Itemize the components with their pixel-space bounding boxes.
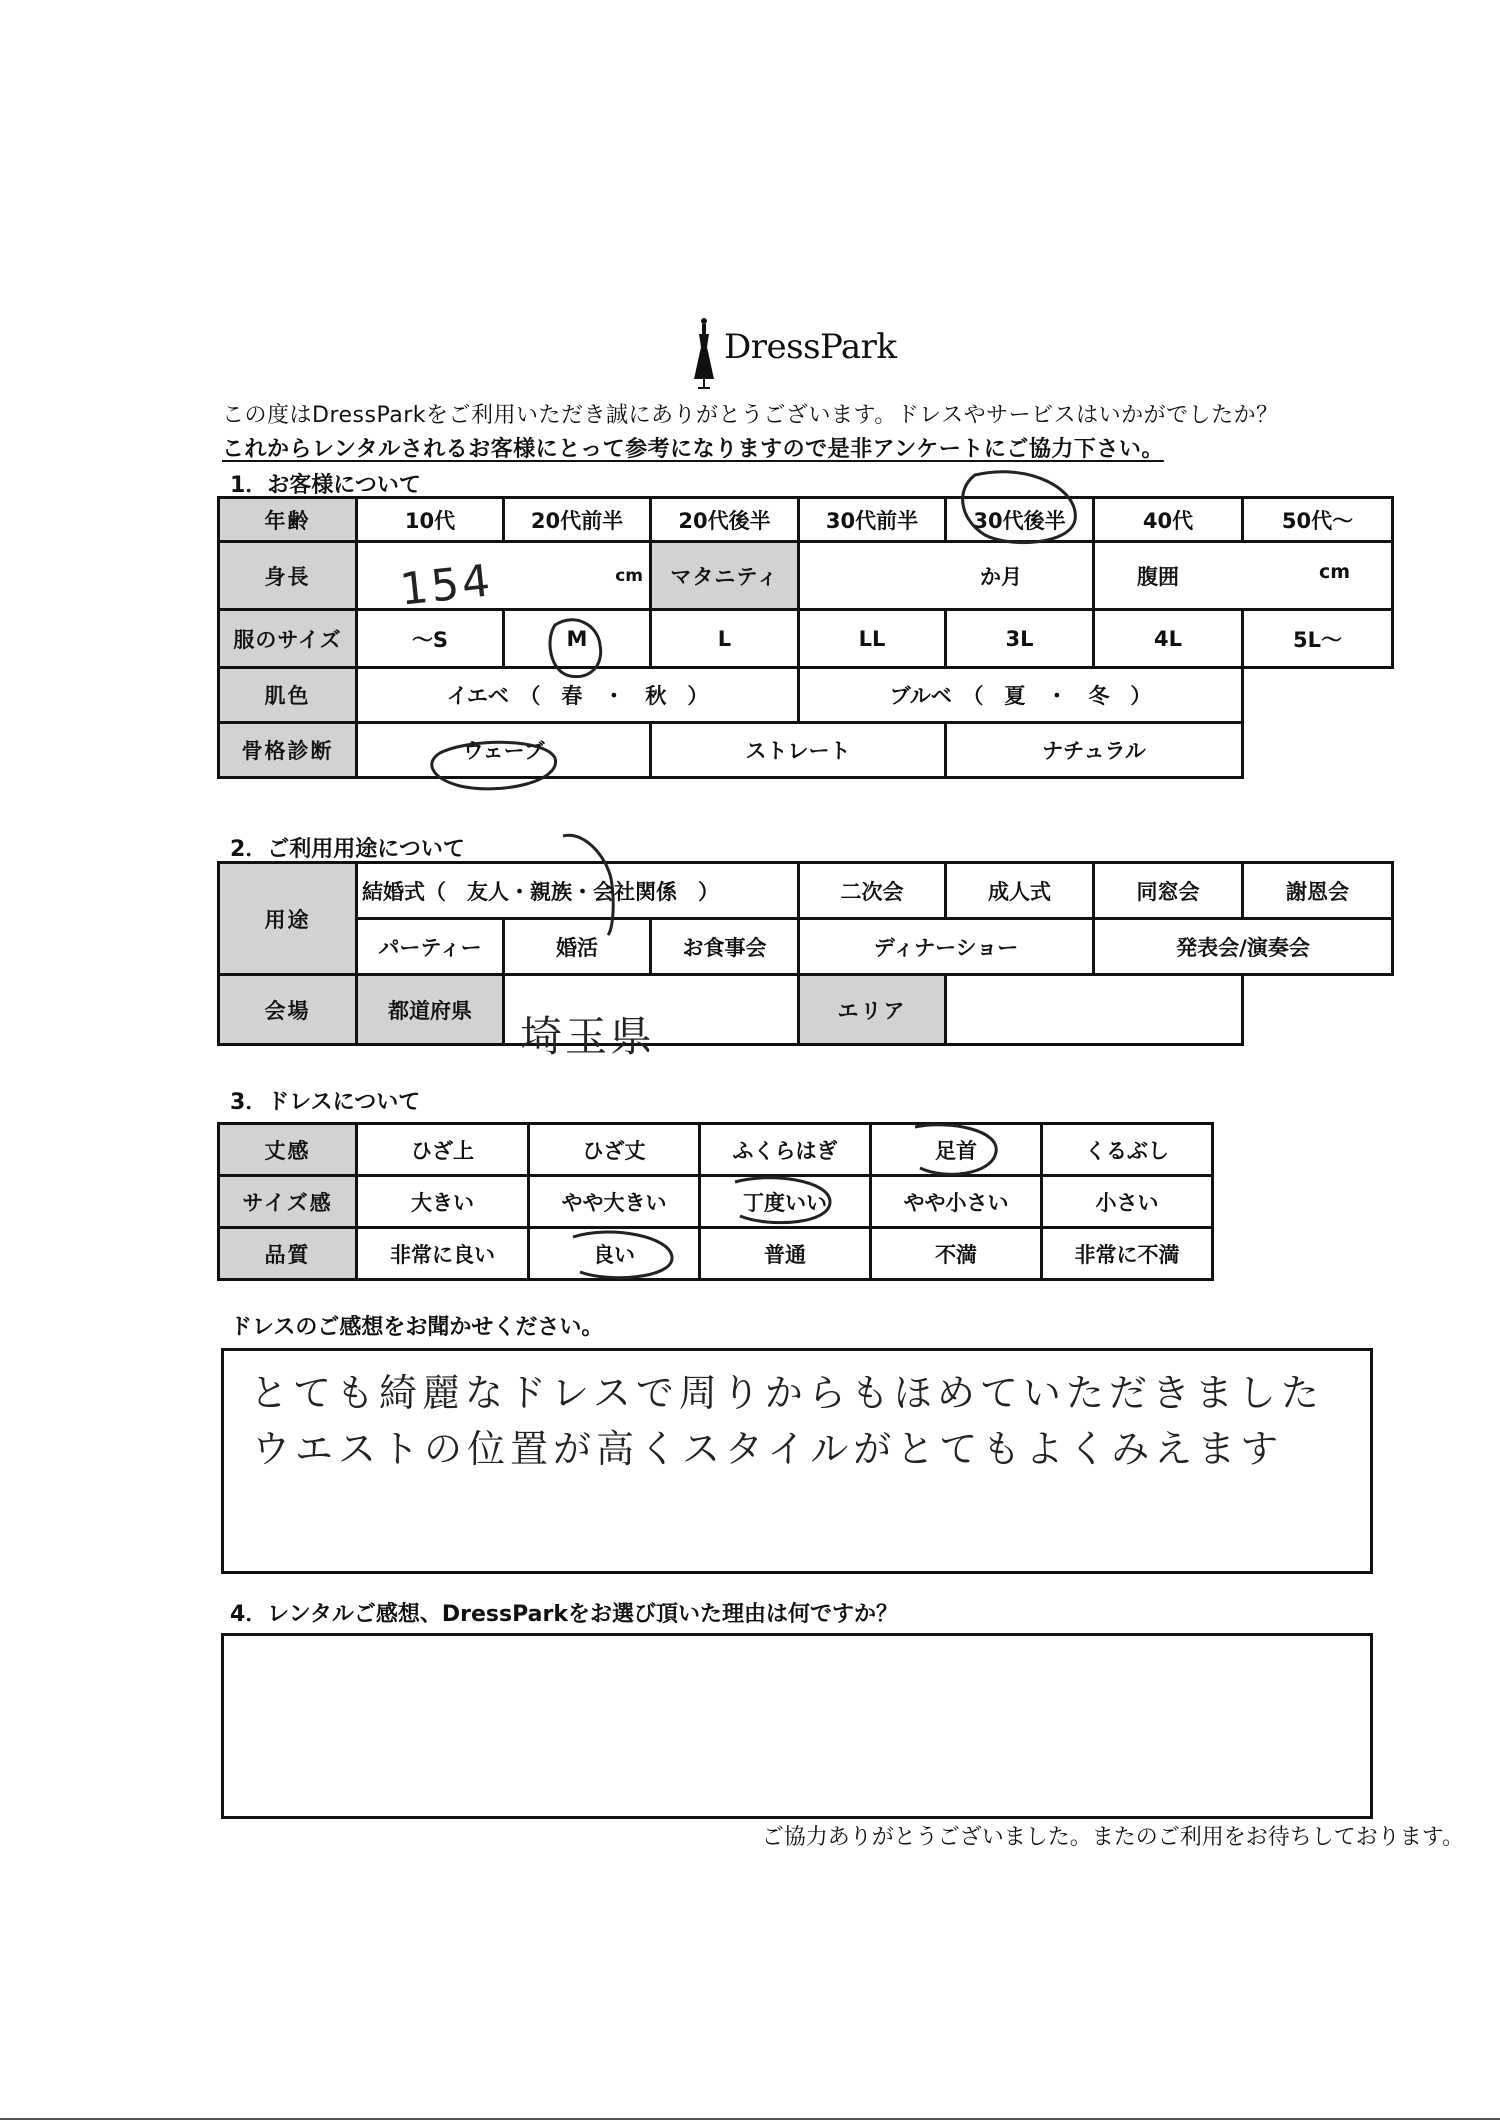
age-option-selected[interactable]: 30代後半 bbox=[946, 498, 1094, 542]
quality-option[interactable]: 非常に不満 bbox=[1042, 1228, 1213, 1280]
purpose-option[interactable]: ディナーショー bbox=[799, 919, 1094, 975]
venue-label: 会場 bbox=[219, 975, 357, 1045]
size-label: 服のサイズ bbox=[219, 610, 357, 668]
frame-option-selected[interactable]: ウェーブ bbox=[357, 723, 651, 778]
quality-option[interactable]: 普通 bbox=[700, 1228, 871, 1280]
purpose-option[interactable]: 謝恩会 bbox=[1243, 863, 1393, 919]
age-option[interactable]: 20代後半 bbox=[651, 498, 799, 542]
frame-option[interactable]: ナチュラル bbox=[946, 723, 1243, 778]
maternity-label: マタニティ bbox=[651, 542, 799, 610]
size-option-selected[interactable]: M bbox=[504, 610, 651, 668]
purpose-option[interactable]: 婚活 bbox=[504, 919, 651, 975]
size-row bbox=[219, 610, 1393, 668]
age-option[interactable]: 30代前半 bbox=[799, 498, 946, 542]
fit-option[interactable]: 大きい bbox=[357, 1176, 529, 1228]
purpose-option[interactable]: 成人式 bbox=[946, 863, 1094, 919]
length-option[interactable]: ひざ上 bbox=[357, 1124, 529, 1176]
purpose-option[interactable]: 同窓会 bbox=[1094, 863, 1243, 919]
maternity-months-cell[interactable] bbox=[799, 542, 1094, 610]
area-label: エリア bbox=[799, 975, 946, 1045]
fit-row bbox=[219, 1176, 1213, 1228]
maternity-unit: か月 bbox=[980, 564, 1022, 589]
purpose-option[interactable]: 二次会 bbox=[799, 863, 946, 919]
comment-title: ドレスのご感想をお聞かせください。 bbox=[230, 1315, 604, 1340]
section2-title: 2．ご利用用途について bbox=[230, 837, 465, 862]
dress-table bbox=[217, 1122, 1214, 1281]
age-option[interactable]: 20代前半 bbox=[504, 498, 651, 542]
size-option[interactable]: LL bbox=[799, 610, 946, 668]
frame-label: 骨格診断 bbox=[219, 723, 357, 778]
length-label: 丈感 bbox=[219, 1124, 357, 1176]
size-option[interactable]: L bbox=[651, 610, 799, 668]
length-row bbox=[219, 1124, 1213, 1176]
height-row bbox=[219, 542, 1393, 610]
skin-blue-option[interactable]: ブルベ （ 夏 ・ 冬 ） bbox=[799, 668, 1243, 723]
height-label: 身長 bbox=[219, 542, 357, 610]
section3-title: 3．ドレスについて bbox=[230, 1090, 421, 1115]
reason-box[interactable] bbox=[221, 1633, 1373, 1819]
purpose-option[interactable]: お食事会 bbox=[651, 919, 799, 975]
quality-option-selected[interactable]: 良い bbox=[529, 1228, 700, 1280]
section1-title: 1．お客様について bbox=[230, 473, 421, 498]
purpose-option[interactable]: 発表会/演奏会 bbox=[1094, 919, 1393, 975]
purpose-row-2 bbox=[219, 919, 1393, 975]
prefecture-handwritten: 埼玉県 bbox=[520, 1012, 656, 1061]
skin-label: 肌色 bbox=[219, 668, 357, 723]
size-option[interactable]: 5L～ bbox=[1243, 610, 1393, 668]
size-option[interactable]: 4L bbox=[1094, 610, 1243, 668]
prefecture-label: 都道府県 bbox=[357, 975, 504, 1045]
waist-label: 腹囲 bbox=[1137, 564, 1179, 589]
purpose-label: 用途 bbox=[219, 863, 357, 975]
area-field[interactable] bbox=[946, 975, 1243, 1045]
customer-table bbox=[217, 496, 1394, 779]
waist-unit: cm bbox=[1319, 560, 1351, 583]
frame-row bbox=[219, 723, 1393, 778]
age-option[interactable]: 50代～ bbox=[1243, 498, 1393, 542]
quality-option[interactable]: 非常に良い bbox=[357, 1228, 529, 1280]
intro-line-1: この度はDressParkをご利用いただき誠にありがとうございます。ドレスやサービスはいかがでしたか？ bbox=[222, 403, 1279, 428]
fit-label: サイズ感 bbox=[219, 1176, 357, 1228]
age-option[interactable]: 40代 bbox=[1094, 498, 1243, 542]
size-option[interactable]: 3L bbox=[946, 610, 1094, 668]
quality-label: 品質 bbox=[219, 1228, 357, 1280]
wedding-option[interactable]: 結婚式（ 友人・親族・会社関係 ） bbox=[357, 863, 799, 919]
venue-row bbox=[219, 975, 1393, 1045]
fit-option[interactable]: やや大きい bbox=[529, 1176, 700, 1228]
length-option[interactable]: ひざ丈 bbox=[529, 1124, 700, 1176]
length-option[interactable]: ふくらはぎ bbox=[700, 1124, 871, 1176]
age-option[interactable]: 10代 bbox=[357, 498, 504, 542]
fit-option-selected[interactable]: 丁度いい bbox=[700, 1176, 871, 1228]
purpose-table bbox=[217, 861, 1394, 1046]
section4-title: 4．レンタルご感想、DressParkをお選び頂いた理由は何ですか？ bbox=[230, 1602, 898, 1627]
skin-row bbox=[219, 668, 1393, 723]
size-option[interactable]: ～S bbox=[357, 610, 504, 668]
skin-yellow-option[interactable]: イエベ （ 春 ・ 秋 ） bbox=[357, 668, 799, 723]
purpose-row-1 bbox=[219, 863, 1393, 919]
height-handwritten: 154 bbox=[397, 555, 496, 616]
waist-cell[interactable] bbox=[1094, 542, 1393, 610]
brand-name: DressPark bbox=[724, 327, 897, 367]
fit-option[interactable]: やや小さい bbox=[871, 1176, 1042, 1228]
age-label: 年齢 bbox=[219, 498, 357, 542]
quality-option[interactable]: 不満 bbox=[871, 1228, 1042, 1280]
purpose-option[interactable]: パーティー bbox=[357, 919, 504, 975]
quality-row bbox=[219, 1228, 1213, 1280]
comment-line-1: とても綺麗なドレスで周りからもほめていただきました bbox=[250, 1371, 1324, 1415]
frame-option[interactable]: ストレート bbox=[651, 723, 946, 778]
length-option[interactable]: くるぶし bbox=[1042, 1124, 1213, 1176]
dresspark-logo bbox=[690, 315, 920, 395]
height-unit: cm bbox=[615, 565, 643, 586]
age-row bbox=[219, 498, 1393, 542]
closing-message: ご協力ありがとうございました。またのご利用をお待ちしております。 bbox=[761, 1825, 1464, 1850]
scan-edge-line bbox=[0, 2118, 1500, 2120]
length-option-selected[interactable]: 足首 bbox=[871, 1124, 1042, 1176]
fit-option[interactable]: 小さい bbox=[1042, 1176, 1213, 1228]
comment-line-2: ウエストの位置が高くスタイルがとてもよくみえます bbox=[252, 1427, 1284, 1471]
intro-line-2: これからレンタルされるお客様にとって参考になりますので是非アンケートにご協力下さい。 bbox=[222, 437, 1164, 462]
